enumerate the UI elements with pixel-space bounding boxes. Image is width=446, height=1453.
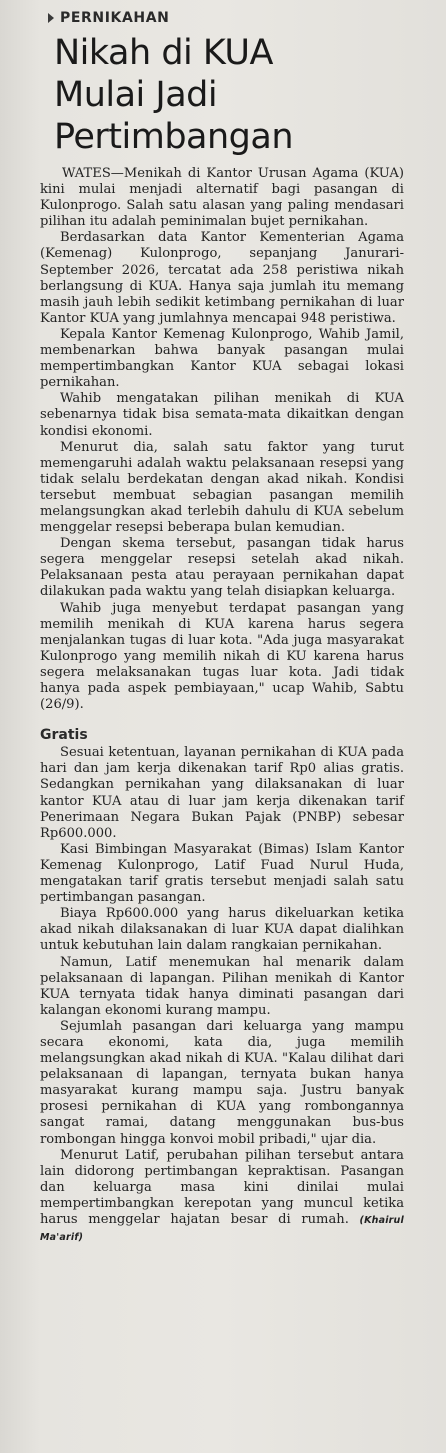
paragraph: Wahib juga menyebut terdapat pasangan yang memilih menikah di KUA karena harus segera menjalankan tugas di luar kota. "Ada juga masyarakat Kulonprogo yang memilih nikah di KU karena harus segera melaksanakan tugas luar kota. Jadi tidak hanya pada aspek pembiayaan," ucap Wahib, Sabtu (26/9). — [40, 600, 404, 713]
paragraph: Sejumlah pasangan dari keluarga yang mampu secara ekonomi, kata dia, juga memilih melangsungkan akad nikah di KUA. "Kalau dilihat dari pelaksanaan di lapangan, ternyata bukan hanya masyarakat kurang mampu saja. Justru banyak prosesi pernikahan di KUA yang rombongannya sangat ramai, datang menggunakan bus-bus rombongan hingga konvoi mobil pribadi," ujar dia. — [40, 1018, 404, 1147]
article-headline — [54, 32, 404, 158]
section-subhead: Gratis — [40, 727, 88, 744]
paragraph-lead: WATES—Menikah di Kantor Urusan Agama (KUA) kini mulai menjadi alternatif bagi pasangan di Kulonprogo. Salah satu alasan yang paling mendasari pilihan itu adalah peminimalan bujet pernikahan. — [40, 166, 404, 230]
rubric-arrow-icon — [48, 13, 54, 23]
paragraph: Dengan skema tersebut, pasangan tidak harus segera menggelar resepsi setelah akad nikah. Pelaksanaan pesta atau perayaan pernikahan dapat dilakukan pada waktu yang telah disiapkan keluarga. — [40, 536, 404, 600]
section-rubric — [48, 10, 404, 26]
paragraph: Menurut dia, salah satu faktor yang turut memengaruhi adalah waktu pelaksanaan resepsi yang tidak selalu berdekatan dengan akad nikah. Kondisi tersebut membuat sebagian pasangan memilih melangsungkan akad terlebih dahulu di KUA sebelum menggelar resepsi beberapa bulan kemudian. — [40, 439, 404, 536]
paragraph: Biaya Rp600.000 yang harus dikeluarkan ketika akad nikah dilaksanakan di luar KUA dapat dialihkan untuk kebutuhan lain dalam rangkaian pernikahan. — [40, 906, 404, 954]
headline-line-3: Pertimbangan — [54, 117, 294, 157]
byline: (Khairul Ma'arif) — [40, 1215, 404, 1244]
paragraph-last — [40, 1148, 404, 1247]
headline-line-2: Mulai Jadi — [54, 75, 218, 115]
article-body — [40, 166, 404, 1246]
article-column — [40, 10, 404, 1246]
paragraph: Kasi Bimbingan Masyarakat (Bimas) Islam Kantor Kemenag Kulonprogo, Latif Fuad Nurul Huda, mengatakan tarif gratis tersebut menjadi salah satu pertimbangan pasangan. — [40, 841, 404, 906]
headline-line-1: Nikah di KUA — [54, 33, 273, 73]
paragraph: Sesuai ketentuan, layanan pernikahan di KUA pada hari dan jam kerja dikenakan tarif Rp0 alias gratis. Sedangkan pernikahan yang dilaksanakan di luar kantor KUA atau di luar jam kerja dikenakan tarif Penerimaan Negara Bukan Pajak (PNBP) sebesar Rp600.000. — [40, 745, 404, 841]
rubric-label: PERNIKAHAN — [60, 10, 170, 26]
paragraph: Kepala Kantor Kemenag Kulonprogo, Wahib Jamil, membenarkan bahwa banyak pasangan mulai mempertimbangkan Kantor KUA sebagai lokasi pernikahan. — [40, 326, 404, 391]
paragraph: Berdasarkan data Kantor Kementerian Agama (Kemenag) Kulonprogo, sepanjang Janurari-September 2026, tercatat ada 258 peristiwa nikah berlangsung di KUA. Hanya saja jumlah itu memang masih jauh lebih sedikit ketimbang pernikahan di luar Kantor KUA yang jumlahnya mencapai 948 peristiwa. — [40, 230, 404, 326]
paragraph: Wahib mengatakan pilihan menikah di KUA sebenarnya tidak bisa semata-mata dikaitkan dengan kondisi ekonomi. — [40, 391, 404, 439]
paragraph-last-text: Menurut Latif, perubahan pilihan tersebut antara lain didorong pertimbangan kepraktisan. Pasangan dan keluarga masa kini dinilai mulai mempertimbangkan kerepotan yang muncul ketika harus menggelar hajatan besar di rumah. — [40, 1147, 404, 1227]
paragraph: Namun, Latif menemukan hal menarik dalam pelaksanaan di lapangan. Pilihan menikah di Kantor KUA ternyata tidak hanya diminati pasangan dari kalangan ekonomi kurang mampu. — [40, 954, 404, 1018]
